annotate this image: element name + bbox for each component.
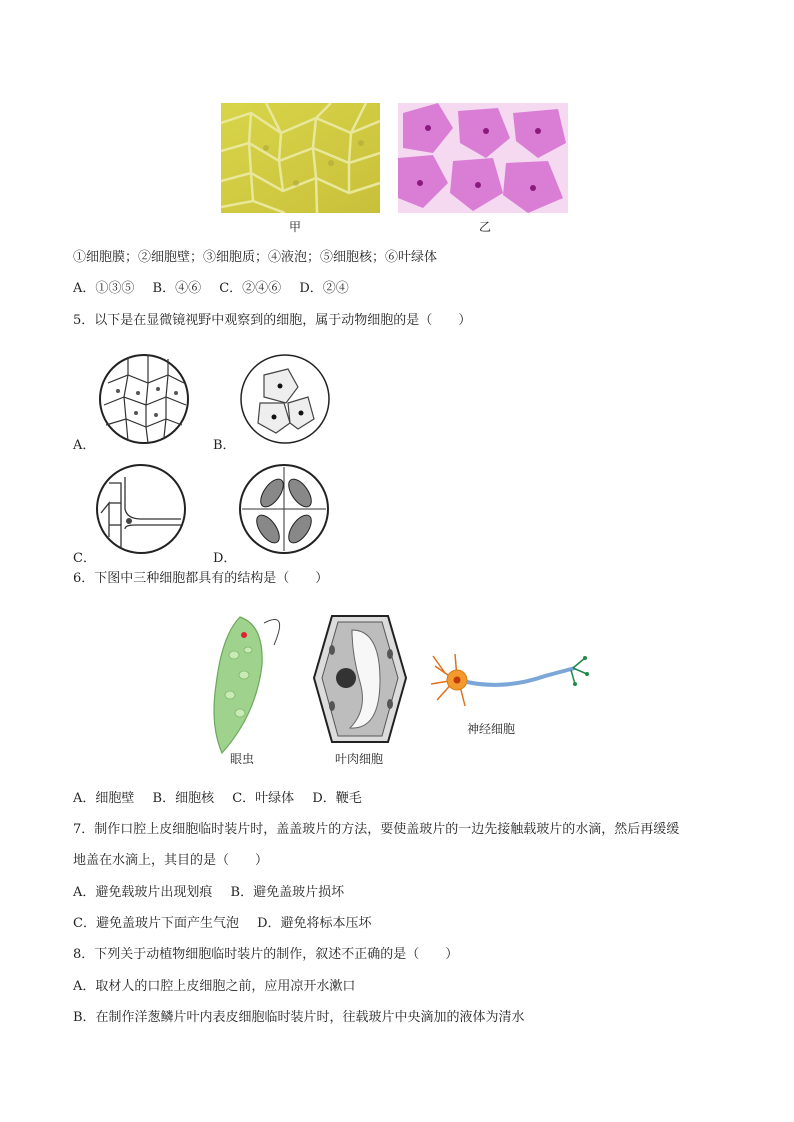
q8-option-b[interactable]: B．在制作洋葱鳞片叶内表皮细胞临时装片时，往载玻片中央滴加的液体为清水	[73, 1010, 525, 1025]
q5-stem: 5．以下是在显微镜视野中观察到的细胞，属于动物细胞的是（ ）	[73, 313, 472, 328]
q7-option-c[interactable]: C．避免盖玻片下面产生气泡	[73, 916, 239, 931]
q4-options	[73, 280, 349, 298]
q7-stem-line1: 7．制作口腔上皮细胞临时装片时，盖盖玻片的方法，要使盖玻片的一边先接触载玻片的水滴，然后再缓缓	[73, 822, 680, 837]
q5-option-b[interactable]: B．	[213, 438, 236, 453]
q6-caption-nerve: 神经细胞	[467, 722, 516, 736]
q4-option-b[interactable]: B．④⑥	[152, 281, 202, 296]
nerve-cell-illustration	[425, 648, 590, 710]
q5-option-d[interactable]: D．	[213, 551, 237, 566]
q5-figure-d	[238, 463, 330, 555]
q7-option-b[interactable]: B．避免盖玻片损坏	[230, 885, 345, 900]
q8-option-a[interactable]: A．取材人的口腔上皮细胞之前，应用凉开水漱口	[73, 979, 356, 994]
q7-option-a[interactable]: A．避免载玻片出现划痕	[73, 885, 213, 900]
q6-caption-euglena: 眼虫	[230, 752, 255, 766]
q4-option-c[interactable]: C．②④⑥	[219, 281, 282, 296]
q7-options-row1	[73, 884, 344, 902]
onion-epidermis-micrograph	[221, 103, 380, 213]
q4-option-d[interactable]: D．②④	[299, 281, 349, 296]
q6-option-a[interactable]: A．细胞壁	[73, 791, 135, 806]
mesophyll-cell-illustration	[310, 610, 410, 748]
q5-figure-c	[95, 463, 187, 555]
cheek-cells-micrograph	[398, 103, 568, 213]
q6-stem: 6．下图中三种细胞都具有的结构是（ ）	[73, 571, 329, 586]
q6-option-b[interactable]: B．细胞核	[152, 791, 215, 806]
caption-yi: 乙	[479, 220, 492, 234]
q5-figure-b	[236, 353, 334, 445]
q5-option-a[interactable]: A．	[73, 438, 96, 453]
q7-stem-line2: 地盖在水滴上，其目的是（ ）	[73, 853, 269, 868]
q6-options	[73, 790, 362, 808]
q7-options-row2	[73, 915, 372, 933]
q6-option-c[interactable]: C．叶绿体	[232, 791, 295, 806]
q5-option-c[interactable]: C．	[73, 551, 96, 566]
q4-option-a[interactable]: A．①③⑤	[73, 281, 135, 296]
q6-option-d[interactable]: D．鞭毛	[312, 791, 362, 806]
q5-figure-a	[98, 353, 190, 445]
euglena-illustration	[204, 605, 294, 755]
q4-structure-list: ①细胞膜；②细胞壁；③细胞质；④液泡；⑤细胞核；⑥叶绿体	[73, 250, 438, 265]
q6-caption-mesophyll: 叶肉细胞	[335, 752, 384, 766]
caption-jia: 甲	[289, 220, 302, 234]
q8-stem: 8．下列关于动植物细胞临时装片的制作，叙述不正确的是（ ）	[73, 947, 459, 962]
q7-option-d[interactable]: D．避免将标本压坏	[257, 916, 372, 931]
